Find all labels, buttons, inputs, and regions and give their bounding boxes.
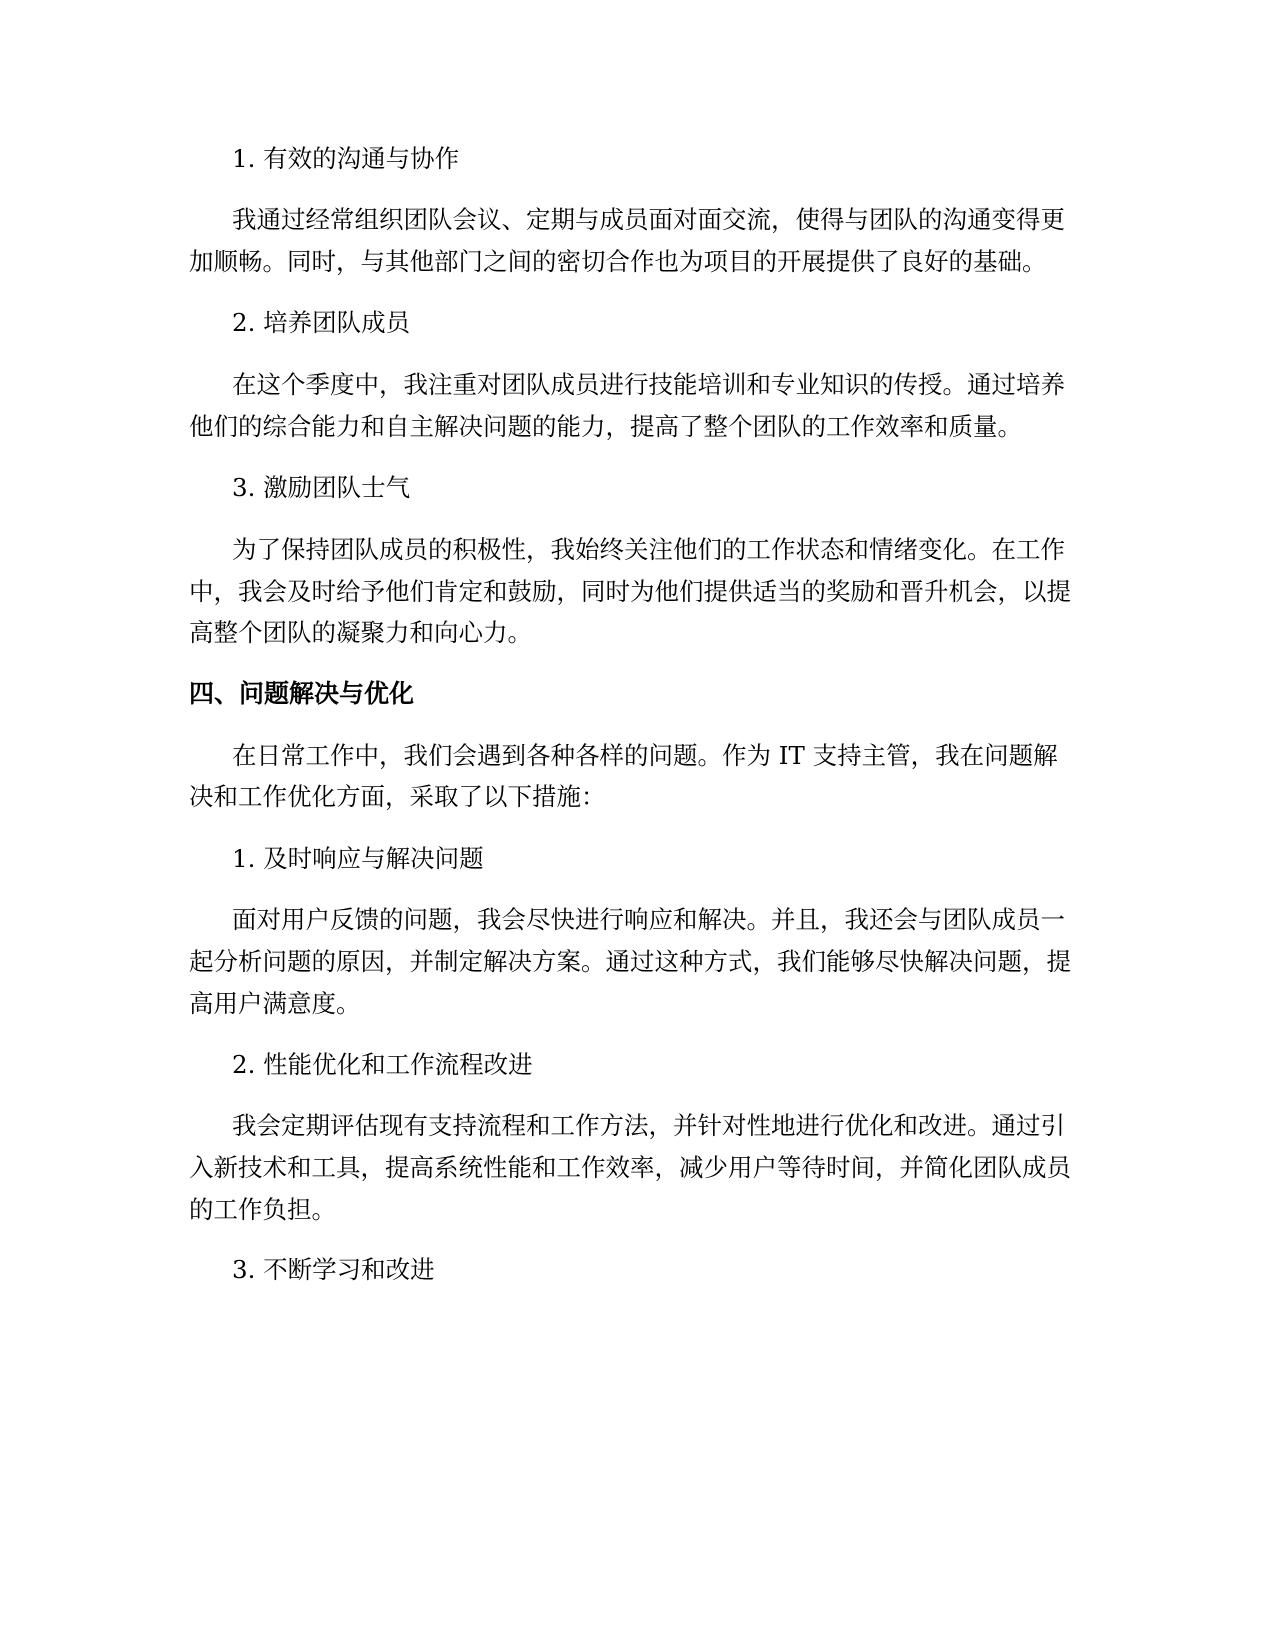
paragraph-line: 我会定期评估现有支持流程和工作方法，并针对性地进行优化和改进。通过引 (232, 1111, 1065, 1140)
subsection-title-motivation: 3. 激励团队士气 (232, 473, 411, 502)
paragraph-line: 面对用户反馈的问题，我会尽快进行响应和解决。并且，我还会与团队成员一 (232, 905, 1065, 934)
paragraph-line: 入新技术和工具，提高系统性能和工作效率，减少用户等待时间，并简化团队成员 (189, 1153, 1071, 1182)
subsection-title-training: 2. 培养团队成员 (232, 308, 411, 337)
paragraph-line: 起分析问题的原因，并制定解决方案。通过这种方式，我们能够尽快解决问题，提 (189, 947, 1071, 976)
paragraph-line: 为了保持团队成员的积极性，我始终关注他们的工作状态和情绪变化。在工作 (232, 535, 1065, 564)
subsection-title-optimization: 2. 性能优化和工作流程改进 (232, 1050, 533, 1079)
paragraph-line: 高用户满意度。 (189, 989, 361, 1018)
paragraph-line: 在这个季度中，我注重对团队成员进行技能培训和专业知识的传授。通过培养 (232, 370, 1065, 399)
subsection-title-communication: 1. 有效的沟通与协作 (232, 144, 460, 173)
paragraph-line: 中，我会及时给予他们肯定和鼓励，同时为他们提供适当的奖励和晋升机会，以提 (189, 577, 1071, 606)
subsection-title-learning: 3. 不断学习和改进 (232, 1255, 435, 1284)
subsection-title-response: 1. 及时响应与解决问题 (232, 844, 484, 873)
paragraph-line: 他们的综合能力和自主解决问题的能力，提高了整个团队的工作效率和质量。 (189, 412, 1022, 441)
paragraph-line: 决和工作优化方面，采取了以下措施： (189, 782, 606, 811)
paragraph-line: 的工作负担。 (189, 1195, 336, 1224)
section-heading: 四、问题解决与优化 (189, 679, 415, 708)
paragraph-line: 加顺畅。同时，与其他部门之间的密切合作也为项目的开展提供了良好的基础。 (189, 247, 1047, 276)
paragraph-line: 高整个团队的凝聚力和向心力。 (189, 618, 532, 647)
paragraph-line: 在日常工作中，我们会遇到各种各样的问题。作为 IT 支持主管，我在问题解 (232, 741, 1058, 770)
paragraph-line: 我通过经常组织团队会议、定期与成员面对面交流，使得与团队的沟通变得更 (232, 205, 1065, 234)
